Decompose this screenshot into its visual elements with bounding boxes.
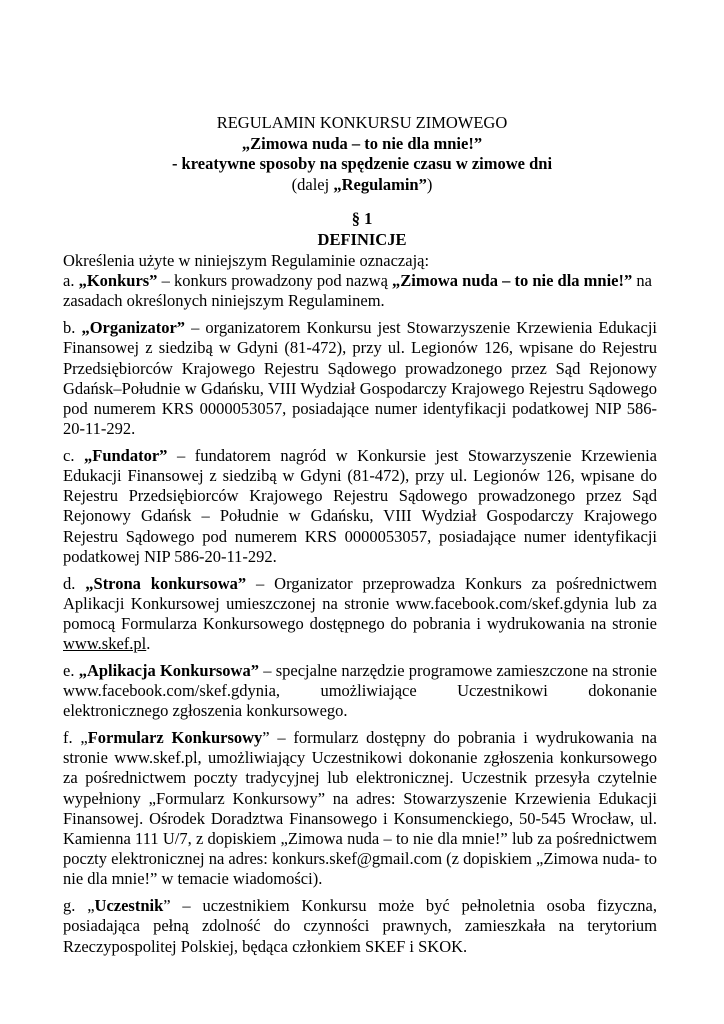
contest-name-inline: „Zimowa nuda – to nie dla mnie!”	[392, 271, 633, 291]
title-block	[0, 113, 724, 195]
definition-term: Formularz Konkursowy	[87, 727, 263, 747]
definition-term: „Organizator”	[81, 318, 186, 338]
alias-suffix: )	[426, 174, 433, 194]
section-heading	[0, 208, 724, 250]
definition-c	[63, 446, 657, 567]
contest-tagline: - kreatywne sposoby na spędzenie czasu w zimowe dni	[171, 154, 553, 173]
definition-end: .	[146, 634, 151, 654]
alias-name: „Regulamin”	[333, 174, 427, 194]
definition-text: ” – uczestnikiem Konkursu może być pełnoletnia osoba fizyczna, posiadająca pełną zdolność do czynności prawnych, zamieszkała na terytorium Rzeczypospolitej Polskiej, będąca członkiem SKEF i SKOK.	[63, 896, 657, 956]
section-number: § 1	[351, 209, 373, 228]
definition-g	[63, 896, 657, 957]
definition-text: – specjalne narzędzie programowe zamieszczone na stronie www.facebook.com/skef.gdynia, umożliwiające Uczestnikowi dokonanie elektronicznego zgłoszenia konkursowego.	[63, 660, 657, 721]
definition-text-cont: na zasadach określonych niniejszym Regulaminem.	[63, 271, 652, 311]
document-alias	[0, 175, 724, 196]
definition-text: – Organizator przeprowadza Konkurs za pośrednictwem Aplikacji Konkursowej umieszczonej na stronie www.facebook.com/skef.gdynia lub za pomocą Formularza Konkursowego dostępnego do pobrania i wydrukowania na stronie	[63, 573, 657, 633]
definition-term: „Konkurs”	[78, 271, 158, 291]
alias-prefix: (dalej	[291, 174, 334, 194]
definition-term: „Strona konkursowa”	[85, 573, 247, 593]
definition-text: – konkurs prowadzony pod nazwą	[157, 271, 393, 291]
definition-term: „Aplikacja Konkursowa”	[78, 660, 259, 680]
definition-term: „Fundator”	[84, 445, 168, 465]
contest-name: „Zimowa nuda – to nie dla mnie!”	[241, 133, 483, 153]
document-title: REGULAMIN KONKURSU ZIMOWEGO	[216, 113, 508, 132]
definition-e	[63, 661, 657, 722]
definition-term: Uczestnik	[94, 896, 164, 916]
definition-b	[63, 318, 657, 439]
definition-letter: c.	[63, 445, 84, 465]
definition-d	[63, 574, 657, 655]
definition-a	[63, 271, 657, 311]
definition-letter: g. „	[63, 896, 95, 916]
intro-text: Określenia użyte w niniejszym Regulaminie oznaczają:	[63, 251, 430, 270]
section-title: DEFINICJE	[317, 230, 407, 249]
definition-letter: b.	[63, 318, 82, 338]
skef-website-link[interactable]: www.skef.pl	[63, 634, 147, 654]
definition-f	[63, 728, 657, 890]
definition-text: ” – formularz dostępny do pobrania i wydrukowania na stronie www.skef.pl, umożliwiający Uczestnikowi dokonanie zgłoszenia konkursowego za pośrednictwem poczty tradycyjnej lub elektronicznej. Uczestnik przesyła czytelnie wypełniony „Formularz Konkursowy” na adres: Stowarzyszenie Krzewienia Edukacji Finansowej. Ośrodek Doradztwa Finansowego i Konsumenckiego, 50-545 Wrocław, ul. Kamienna 111 U/7, z dopiskiem „Zimowa nuda – to nie dla mnie!” lub za pośrednictwem poczty elektronicznej na adres: konkurs.skef@gmail.com (z dopiskiem „Zimowa nuda- to nie dla mnie!” w temacie wiadomości).	[63, 727, 657, 889]
definition-text: – organizatorem Konkursu jest Stowarzyszenie Krzewienia Edukacji Finansowej z siedzibą w Gdyni (81-472), przy ul. Legionów 126, wpisane do Rejestru Przedsiębiorców Krajowego Rejestru Sądowego prowadzonego przez Sąd Rejonowy Gdańsk–Południe w Gdańsku, VIII Wydział Gospodarczy Krajowego Rejestru Sądowego pod numerem KRS 0000053057, posiadające numer identyfikacji podatkowej NIP 586-20-11-292.	[63, 318, 657, 439]
definition-text: – fundatorem nagród w Konkursie jest Stowarzyszenie Krzewienia Edukacji Finansowej z siedzibą w Gdyni (81-472), przy ul. Legionów 126, wpisane do Rejestru Przedsiębiorców Krajowego Rejestru Sądowego prowadzonego przez Sąd Rejonowy Gdańsk – Południe w Gdańsku, VIII Wydział Gospodarczy Krajowego Rejestru Sądowego pod numerem KRS 0000053057, posiadające numer identyfikacji podatkowej NIP 586-20-11-292.	[63, 445, 658, 566]
definition-letter: e.	[63, 660, 79, 680]
definitions-body	[63, 251, 657, 957]
definition-letter: a.	[63, 271, 79, 291]
definition-letter: f. „	[63, 727, 88, 747]
definition-letter: d.	[63, 573, 86, 593]
